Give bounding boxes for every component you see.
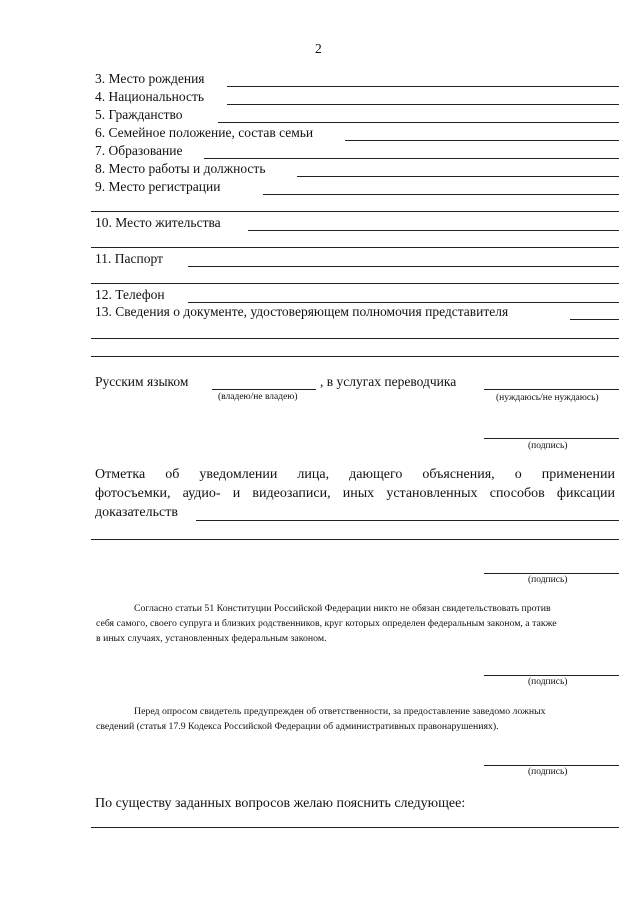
signature-hint-2: (подпись): [528, 575, 568, 585]
passport-input-line-2[interactable]: [91, 283, 619, 284]
representative-document-input-line-2[interactable]: [91, 338, 619, 339]
field-label-registration: 9. Место регистрации: [95, 179, 221, 194]
language-input-line[interactable]: [212, 389, 316, 390]
warning-line-1: Перед опросом свидетель предупрежден об ответственности, за предоставление заведомо ложных: [134, 706, 546, 717]
notification-line-1: [95, 468, 615, 482]
signature-hint-1: (подпись): [528, 441, 568, 451]
language-hint: (владею/не владею): [218, 392, 298, 402]
explanation-label: По существу заданных вопросов желаю пояснить следующее:: [95, 796, 466, 811]
translator-label: , в услугах переводчика: [320, 374, 457, 389]
signature-line-2[interactable]: [484, 573, 619, 574]
representative-document-input-line-3[interactable]: [91, 356, 619, 357]
translator-hint: (нуждаюсь/не нуждаюсь): [496, 393, 599, 403]
nationality-input-line[interactable]: [227, 104, 619, 105]
field-label-representative-document: 13. Сведения о документе, удостоверяющем полномочия представителя: [95, 304, 509, 319]
workplace-input-line[interactable]: [297, 176, 619, 177]
signature-line-3[interactable]: [484, 675, 619, 676]
field-label-workplace: 8. Место работы и должность: [95, 161, 266, 176]
warning-line-2: сведений (статья 17.9 Кодекса Российской Федерации об административных правонарушениях).: [96, 721, 499, 732]
field-label-phone: 12. Телефон: [95, 287, 165, 302]
field-label-birthplace: 3. Место рождения: [95, 71, 205, 86]
signature-hint-3: (подпись): [528, 677, 568, 687]
notification-input-line[interactable]: [196, 520, 619, 521]
constitution-line-1: Согласно статьи 51 Конституции Российской Федерации никто не обязан свидетельствовать против: [134, 603, 551, 614]
notification-line-3: доказательств: [95, 505, 178, 520]
education-input-line[interactable]: [204, 158, 619, 159]
explanation-input-line[interactable]: [91, 827, 619, 828]
signature-line-4[interactable]: [484, 765, 619, 766]
family-status-input-line[interactable]: [345, 140, 619, 141]
field-label-nationality: 4. Национальность: [95, 89, 205, 104]
notification-input-line-2[interactable]: [91, 539, 619, 540]
birthplace-input-line[interactable]: [227, 86, 619, 87]
field-label-passport: 11. Паспорт: [95, 251, 163, 266]
constitution-line-2: себя самого, своего супруга и близких родственников, круг которых определен федеральным законом, а также: [96, 618, 557, 629]
citizenship-input-line[interactable]: [218, 122, 619, 123]
registration-input-line[interactable]: [263, 194, 619, 195]
constitution-line-3: в иных случаях, установленных федеральным законом.: [96, 633, 327, 644]
field-label-citizenship: 5. Гражданство: [95, 107, 183, 122]
notification-text-1: Отметка об уведомлении лица, дающего объяснения, о применении: [95, 467, 615, 482]
phone-input-line[interactable]: [188, 302, 619, 303]
language-label: Русским языком: [95, 374, 189, 389]
field-label-family-status: 6. Семейное положение, состав семьи: [95, 125, 314, 140]
signature-hint-4: (подпись): [528, 767, 568, 777]
residence-input-line[interactable]: [248, 230, 619, 231]
field-label-education: 7. Образование: [95, 143, 183, 158]
translator-input-line[interactable]: [484, 389, 619, 390]
residence-input-line-2[interactable]: [91, 247, 619, 248]
signature-line-1[interactable]: [484, 438, 619, 439]
page-number: 2: [315, 41, 322, 56]
notification-line-2: [95, 487, 615, 501]
registration-input-line-2[interactable]: [91, 211, 619, 212]
field-label-residence: 10. Место жительства: [95, 215, 221, 230]
representative-document-input-line[interactable]: [570, 319, 619, 320]
notification-text-2: фотосъемки, аудио- и видеозаписи, иных установленных способов фиксации: [95, 486, 615, 501]
passport-input-line[interactable]: [188, 266, 619, 267]
